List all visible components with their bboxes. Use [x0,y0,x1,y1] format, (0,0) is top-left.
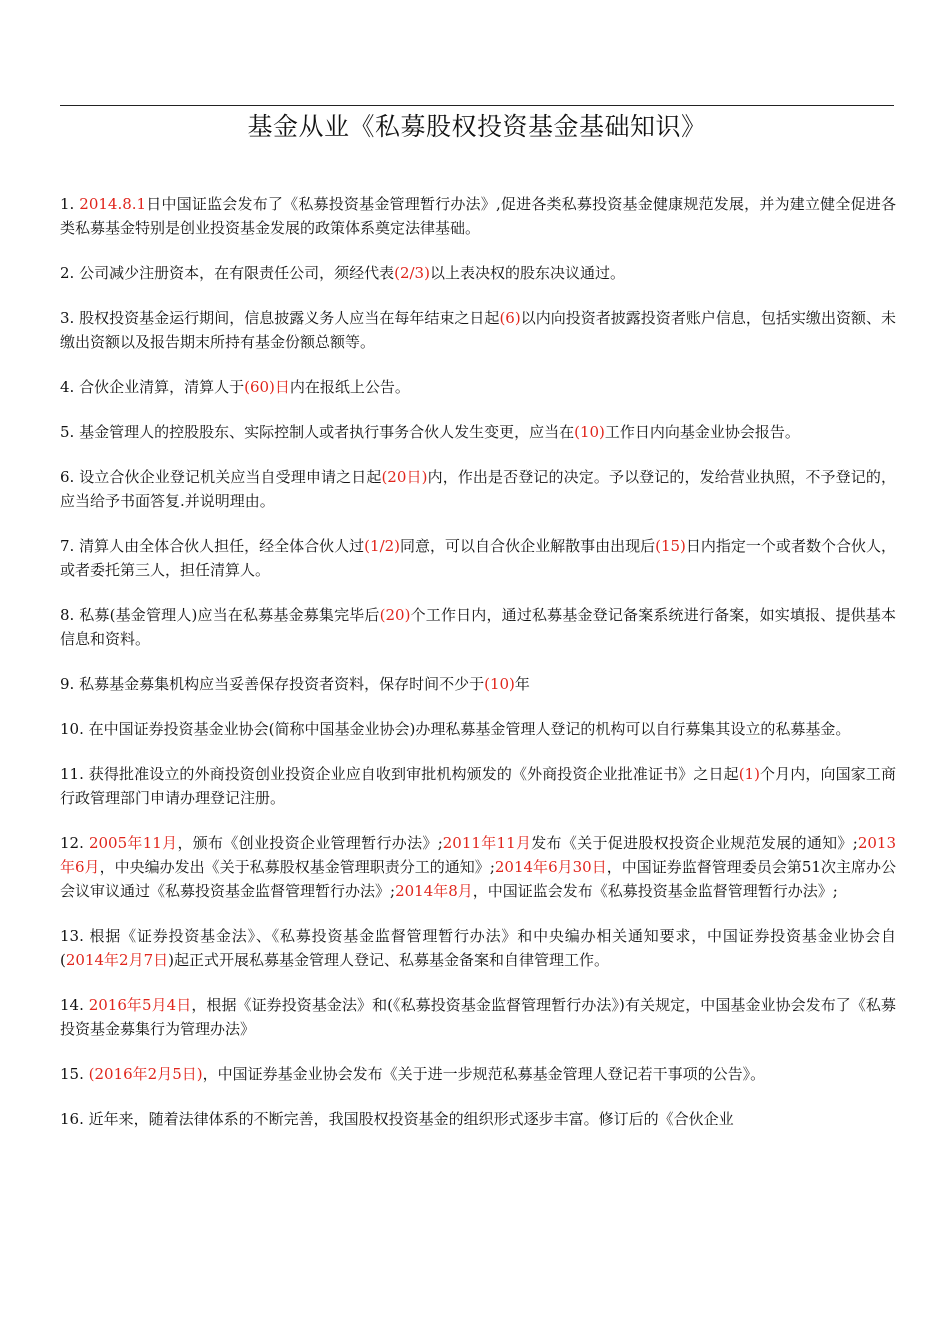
answer-highlight: 2005年11月 [88,834,178,852]
item-text: 8. 私募(基金管理人)应当在私募基金募集完毕后 [60,606,380,624]
answer-highlight: 2016年5月4日 [88,996,192,1014]
item-text: 日中国证监会发布了《私募投资基金管理暂行办法》,促进各类私募投资基金健康规范发展，并为建立健全促进各类私募基金特别是创业投资基金发展的政策体系奠定法律基础。 [60,195,896,237]
list-item [60,993,896,1041]
item-text: 内在报纸上公告。 [289,378,410,396]
list-item [60,375,896,399]
list-item [60,420,896,444]
answer-highlight: (1/2) [364,537,401,555]
item-text: 发布《关于促进股权投资企业规范发展的通知》; [531,834,858,852]
item-text: 9. 私募基金募集机构应当妥善保存投资者资料，保存时间不少于 [60,675,485,693]
item-text: 16. 近年来，随着法律体系的不断完善，我国股权投资基金的组织形式逐步丰富。修订后的《合伙企业 [60,1110,734,1128]
question-list [60,192,896,1152]
item-text: ，中国证券基金业协会发布《关于进一步规范私募基金管理人登记若干事项的公告》。 [202,1065,766,1083]
item-text: 12. [60,834,89,852]
list-item [60,192,896,240]
list-item [60,672,896,696]
item-text: 5. 基金管理人的控股股东、实际控制人或者执行事务合伙人发生变更，应当在 [60,423,575,441]
answer-highlight: 2014.8.1 [79,195,147,213]
list-item [60,924,896,972]
item-text: 工作日内向基金业协会报告。 [604,423,800,441]
answer-highlight: (2/3) [394,264,430,282]
answer-highlight: 2013年6月 [60,834,896,876]
item-text: 年 [514,675,530,693]
item-text: ，颁布《创业投资企业管理暂行办法》; [177,834,443,852]
item-text: 4. 合伙企业清算，清算人于 [60,378,245,396]
page-title: 基金从业《私募股权投资基金基础知识》 [247,112,707,141]
item-text: 内，作出是否登记的决定。予以登记的，发给营业执照，不予登记的，应当给予书面答复.并说明理由。 [60,468,896,510]
item-text: 日内指定一个或者数个合伙人，或者委托第三人，担任清算人。 [60,537,896,579]
list-item [60,465,896,513]
answer-highlight: (10) [484,675,515,693]
answer-highlight: (20日) [381,468,428,486]
item-text: 以上表决权的股东决议通过。 [429,264,625,282]
list-item [60,762,896,810]
list-item [60,831,896,903]
item-text: 6. 设立合伙企业登记机关应当自受理申请之日起 [60,468,382,486]
answer-highlight: 2014年6月30日 [494,858,607,876]
answer-highlight: (15) [655,537,686,555]
item-text: )起正式开展私募基金管理人登记、私募基金备案和自律管理工作。 [168,951,609,969]
list-item [60,603,896,651]
item-text: ，根据《证券投资基金法》和(《私募投资基金监督管理暂行办法》)有关规定，中国基金业协会发布了《私募投资基金募集行为管理办法》 [60,996,896,1038]
item-text: 13. 根据《证券投资基金法》、《私募投资基金监督管理暂行办法》和中央编办相关通知要求，中国证券投资基金业协会自( [60,927,896,969]
list-item [60,306,896,354]
list-item [60,717,896,741]
item-text: 3. 股权投资基金运行期间，信息披露义务人应当在每年结束之日起 [60,309,500,327]
item-text: 10. 在中国证券投资基金业协会(简称中国基金业协会)办理私募基金管理人登记的机构可以自行募集其设立的私募基金。 [60,720,851,738]
list-item [60,1062,896,1086]
answer-highlight: 2011年11月 [442,834,532,852]
item-text: 个工作日内，通过私募基金登记备案系统进行备案，如实填报、提供基本信息和资料。 [60,606,896,648]
answer-highlight: (1) [738,765,760,783]
item-text: 14. [60,996,89,1014]
item-text: ，中国证券监督管理委员会第51次主席办公会议审议通过《私募投资基金监督管理暂行办法》; [60,858,896,900]
item-text: 11. 获得批准设立的外商投资创业投资企业应自收到审批机构颁发的《外商投资企业批准证书》之日起 [60,765,739,783]
item-text: 7. 清算人由全体合伙人担任，经全体合伙人过 [60,537,365,555]
answer-highlight: (10) [574,423,605,441]
item-text: 1. [60,195,80,213]
answer-highlight: 2014年2月7日 [65,951,169,969]
header-rule [60,105,894,106]
list-item [60,1107,896,1131]
item-text: ，中国证监会发布《私募投资基金监督管理暂行办法》; [472,882,838,900]
item-text: 2. 公司减少注册资本，在有限责任公司，须经代表 [60,264,395,282]
item-text: 15. [60,1065,89,1083]
list-item [60,261,896,285]
answer-highlight: (60)日 [244,378,290,396]
item-text: 以内向投资者披露投资者账户信息，包括实缴出资额、未缴出资额以及报告期末所持有基金份额总额等。 [60,309,896,351]
item-text: 同意，可以自合伙企业解散事由出现后 [400,537,656,555]
answer-highlight: (6) [499,309,521,327]
answer-highlight: (20) [379,606,411,624]
item-text: ，中央编办发出《关于私募股权基金管理职责分工的通知》; [99,858,495,876]
item-text: 个月内，向国家工商行政管理部门申请办理登记注册。 [60,765,896,807]
answer-highlight: (2016年2月5日) [88,1065,203,1083]
answer-highlight: 2014年8月 [395,882,473,900]
list-item [60,534,896,582]
